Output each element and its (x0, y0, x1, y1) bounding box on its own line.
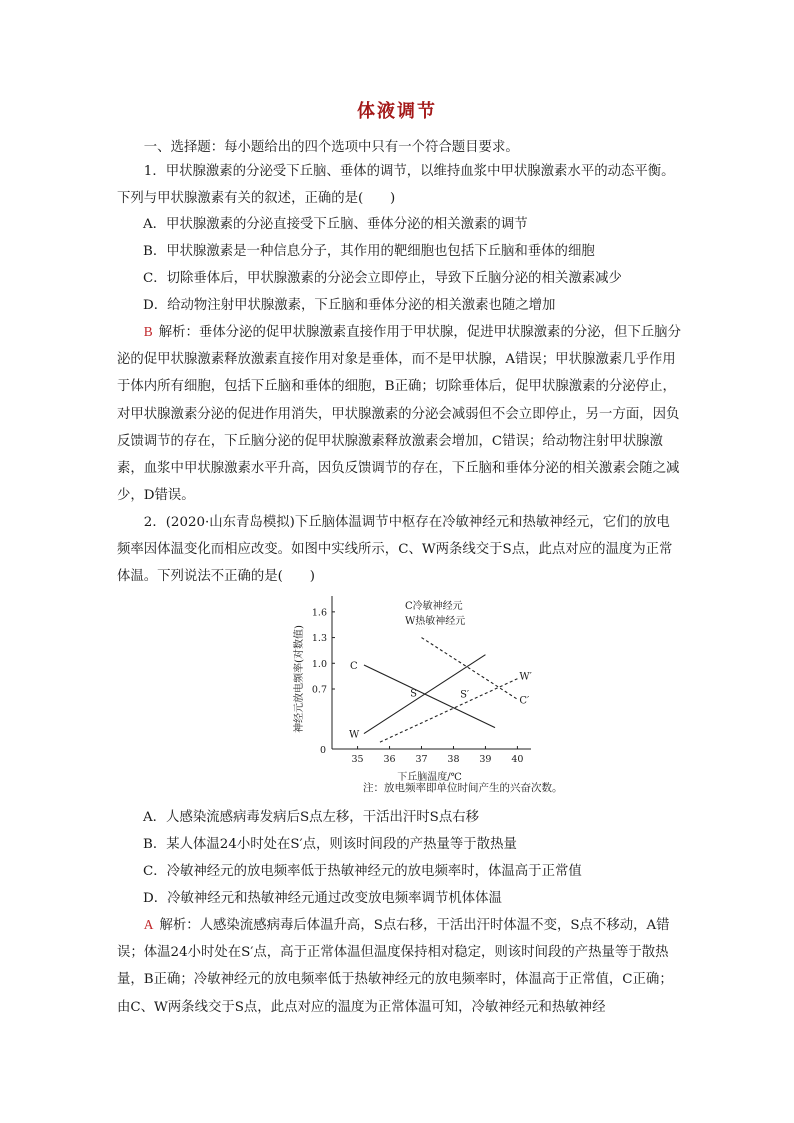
y-tick-label: 0.7 (311, 684, 327, 696)
q2-stem: 2．(2020·山东青岛模拟)下丘脑体温调节中枢存在冷敏神经元和热敏神经元，它们的放电频率因体温变化而相应改变。如图中实线所示，C、W两条线交于S点，此点对应的温度为正常体温。下列说法不正确的是( ) (117, 515, 673, 585)
q1-option-d: D．给动物注射甲状腺激素，下丘脑和垂体分泌的相关激素也随之增加 (143, 298, 556, 313)
q2-option-d: D．冷敏神经元和热敏神经元通过改变放电频率调节机体体温 (143, 891, 502, 906)
y-axis-label: 神经元放电频率(对数值) (294, 625, 305, 733)
q2-analysis-block (117, 911, 683, 1021)
x-axis-label: 下丘脑温度/℃ (397, 772, 462, 783)
series-label-w: W (348, 729, 360, 741)
q1-option-a: A．甲状腺激素的分泌直接受下丘脑、垂体分泌的相关激素的调节 (143, 217, 528, 232)
x-tick-label: 38 (447, 754, 460, 765)
q1-stem: 1．甲状腺激素的分泌受下丘脑、垂体的调节，以维持血浆中甲状腺激素水平的动态平衡。下列与甲状腺激素有关的叙述，正确的是( ) (117, 164, 675, 207)
y-tick-label: 1.0 (311, 658, 327, 670)
series-line-c (364, 665, 495, 728)
temperature-chart (287, 596, 537, 801)
legend-entry: C冷敏神经元 (405, 601, 463, 612)
q2-option-a: A．人感染流感病毒发病后S点左移，干活出汗时S点右移 (143, 810, 479, 825)
legend-entry: W热敏神经元 (405, 616, 466, 627)
q2-analysis: 解析：人感染流感病毒后体温升高，S点右移，干活出汗时体温不变，S点不移动，A错误；体温24小时处在S′点，高于正常体温但温度保持相对稳定，则该时间段的产热量等于散热量，B正确；冷敏神经元的放电频率低于热敏神经元的放电频率时，体温高于正常值，C正确；由C、W两条线交于S点，此点对应的温度为正常体温可知，冷敏神经元和热敏神经 (117, 918, 673, 1015)
x-tick-label: 36 (383, 754, 396, 765)
q1-answer: B (143, 324, 153, 339)
series-label-c: C (349, 661, 358, 672)
x-tick-label: 40 (511, 754, 524, 765)
series-line-c-prime (422, 638, 518, 700)
series-label-w-prime: W′ (519, 671, 532, 683)
q2-option-c: C．冷敏神经元的放电频率低于热敏神经元的放电频率时，体温高于正常值 (143, 864, 582, 879)
y-tick-label: 1.6 (311, 607, 327, 619)
x-tick-label: 35 (351, 754, 364, 765)
chart-svg (287, 596, 537, 801)
page-title: 体液调节 (357, 101, 437, 122)
x-tick-label: 39 (479, 754, 492, 765)
point-label-s: S (410, 688, 417, 700)
y-tick-label: 1.3 (311, 633, 327, 645)
q1-analysis-block (117, 318, 683, 509)
x-tick-label: 37 (415, 754, 428, 765)
q1-analysis: 解析：垂体分泌的促甲状腺激素直接作用于甲状腺，促进甲状腺激素的分泌，但下丘脑分泌的促甲状腺激素释放激素直接作用对象是垂体，而不是甲状腺，A错误；甲状腺激素几乎作用于体内所有细胞，包括下丘脑和垂体的细胞，B正确；切除垂体后，促甲状腺激素的分泌停止，对甲状腺激素分泌的促进作用消失，甲状腺激素的分泌会减弱但不会立即停止，另一方面，因负反馈调节的存在，下丘脑分泌的促甲状腺激素释放激素会增加，C错误；给动物注射甲状腺激素，血浆中甲状腺激素水平升高，因负反馈调节的存在，下丘脑和垂体分泌的相关激素会随之减少，D错误。 (117, 325, 681, 504)
section-header: 一、选择题：每小题给出的四个选项中只有一个符合题目要求。 (143, 140, 519, 155)
q2-answer: A (143, 917, 154, 932)
origin-label: 0 (319, 745, 327, 756)
q2-option-b: B．某人体温24小时处在S′点，则该时间段的产热量等于散热量 (143, 837, 517, 852)
q1-option-c: C．切除垂体后，甲状腺激素的分泌会立即停止，导致下丘脑分泌的相关激素减少 (143, 271, 622, 286)
point-label-s-prime: S′ (460, 689, 470, 701)
series-label-c-prime: C′ (519, 695, 530, 707)
chart-note: 注：放电频率即单位时间产生的兴奋次数。 (363, 782, 563, 794)
q1-option-b: B．甲状腺激素是一种信息分子，其作用的靶细胞也包括下丘脑和垂体的细胞 (143, 244, 595, 259)
